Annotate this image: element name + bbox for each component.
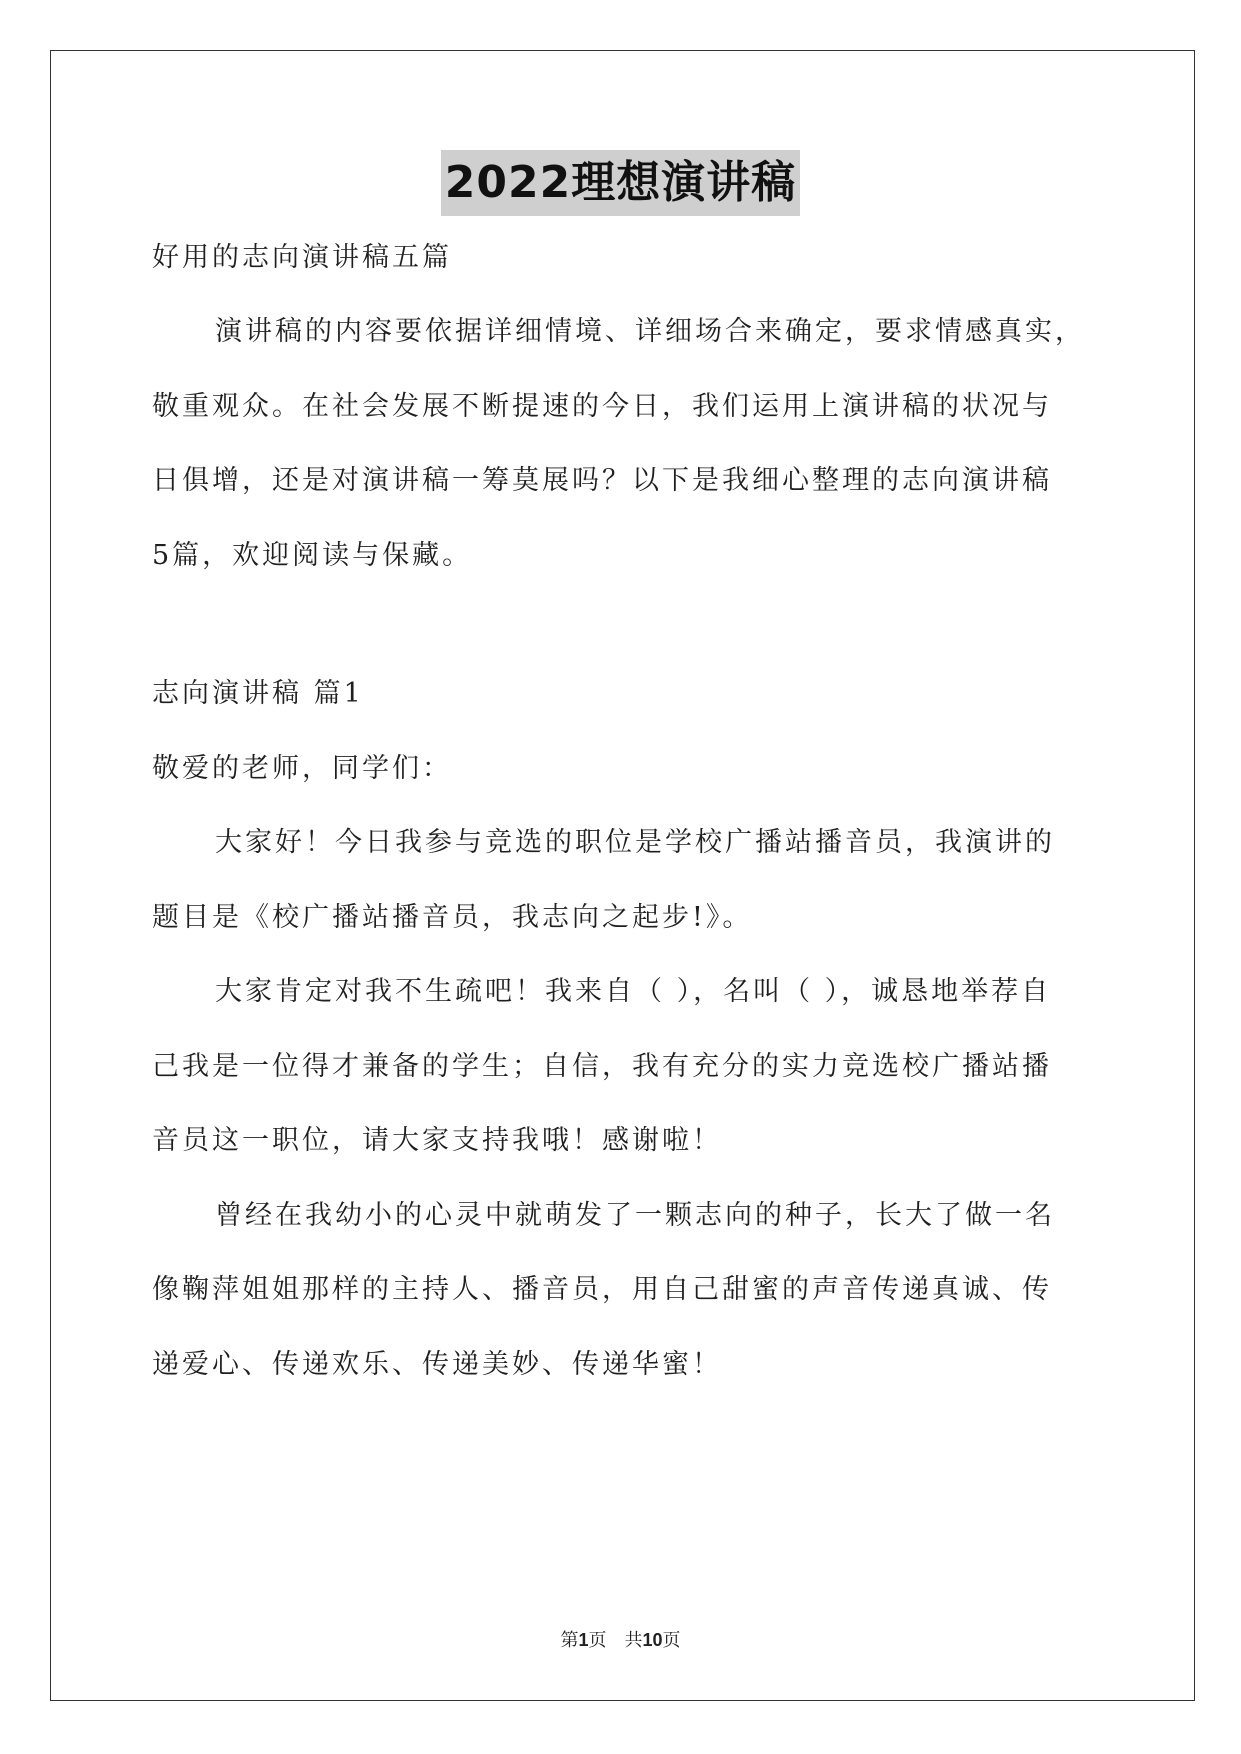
paragraph-line: 5篇，欢迎阅读与保藏。 — [152, 540, 473, 571]
page-suffix: 页 — [588, 1630, 607, 1651]
salutation-line: 敬爱的老师，同学们： — [152, 753, 452, 784]
paragraph-line: 音员这一职位，请大家支持我哦！感谢啦！ — [152, 1125, 722, 1156]
paragraph-line: 己我是一位得才兼备的学生；自信，我有充分的实力竞选校广播站播 — [152, 1051, 1052, 1082]
document-title: 2022理想演讲稿 — [441, 150, 800, 216]
page-border — [50, 50, 1195, 1701]
paragraph-line: 曾经在我幼小的心灵中就萌发了一颗志向的种子，长大了做一名 — [215, 1200, 1055, 1231]
page-footer — [0, 1626, 1241, 1652]
subtitle-line: 好用的志向演讲稿五篇 — [152, 242, 452, 273]
paragraph-line: 大家肯定对我不生疏吧！我来自（ ），名叫（ ），诚恳地举荐自 — [215, 976, 1052, 1007]
page-total: 10 — [642, 1630, 663, 1650]
paragraph-line: 像鞠萍姐姐那样的主持人、播音员，用自己甜蜜的声音传递真诚、传 — [152, 1274, 1052, 1305]
page-current: 1 — [578, 1630, 589, 1650]
paragraph-line: 演讲稿的内容要依据详细情境、详细场合来确定，要求情感真实， — [215, 316, 1085, 347]
paragraph-line: 大家好！今日我参与竞选的职位是学校广播站播音员，我演讲的 — [215, 827, 1055, 858]
title-container — [0, 150, 1241, 216]
page-prefix: 第 — [560, 1630, 579, 1651]
section-heading: 志向演讲稿 篇1 — [152, 678, 364, 709]
total-prefix: 共 — [624, 1630, 643, 1651]
paragraph-line: 敬重观众。在社会发展不断提速的今日，我们运用上演讲稿的状况与 — [152, 391, 1052, 422]
paragraph-line: 日俱增，还是对演讲稿一筹莫展吗？以下是我细心整理的志向演讲稿 — [152, 465, 1052, 496]
total-suffix: 页 — [662, 1630, 681, 1651]
paragraph-line: 题目是《校广播站播音员，我志向之起步!》。 — [152, 902, 753, 933]
paragraph-line: 递爱心、传递欢乐、传递美妙、传递华蜜！ — [152, 1349, 722, 1380]
